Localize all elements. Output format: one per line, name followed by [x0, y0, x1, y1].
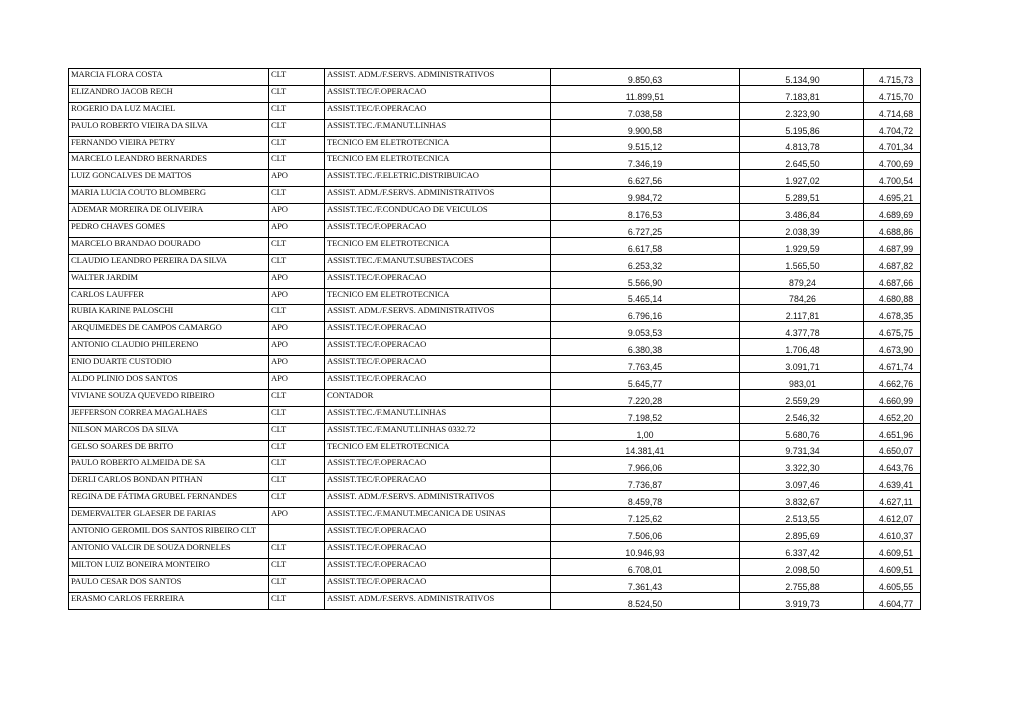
contract-type-cell: APO — [269, 508, 325, 525]
job-title-cell: ASSIST. ADM./F.SERVS. ADMINISTRATIVOS — [325, 305, 551, 322]
job-title-cell: ASSIST.TEC./F.MANUT.LINHAS — [325, 406, 551, 423]
value-3-cell: 4.687,66 — [864, 271, 921, 288]
value-2-cell: 5.195,86 — [740, 119, 864, 136]
table-row — [69, 541, 921, 558]
value-2-cell: 9.731,34 — [740, 440, 864, 457]
employee-name-cell: DEMERVALTER GLAESER DE FARIAS — [69, 508, 269, 525]
contract-type-cell: CLT — [269, 85, 325, 102]
value-3-cell: 4.671,74 — [864, 356, 921, 373]
contract-type-cell: CLT — [269, 423, 325, 440]
job-title-cell: ASSIST.TEC./F.MANUT.MECANICA DE USINAS — [325, 508, 551, 525]
contract-type-cell: CLT — [269, 575, 325, 592]
job-title-cell: ASSIST.TEC/F.OPERACAO — [325, 541, 551, 558]
employee-name-cell: VIVIANE SOUZA QUEVEDO RIBEIRO — [69, 389, 269, 406]
value-1-cell: 8.524,50 — [551, 592, 740, 609]
job-title-cell: ASSIST. ADM./F.SERVS. ADMINISTRATIVOS — [325, 69, 551, 86]
employee-name-cell: RUBIA KARINE PALOSCHI — [69, 305, 269, 322]
value-1-cell: 7.346,19 — [551, 153, 740, 170]
contract-type-cell: CLT — [269, 136, 325, 153]
value-3-cell: 4.704,72 — [864, 119, 921, 136]
contract-type-cell: CLT — [269, 406, 325, 423]
table-row — [69, 474, 921, 491]
value-2-cell: 2.546,32 — [740, 406, 864, 423]
job-title-cell: ASSIST.TEC./F.MANUT.LINHAS 0332.72 — [325, 423, 551, 440]
value-3-cell: 4.695,21 — [864, 187, 921, 204]
contract-type-cell: APO — [269, 288, 325, 305]
table-row — [69, 237, 921, 254]
job-title-cell: ASSIST.TEC/F.OPERACAO — [325, 356, 551, 373]
value-3-cell: 4.610,37 — [864, 525, 921, 542]
table-row — [69, 457, 921, 474]
value-1-cell: 5.465,14 — [551, 288, 740, 305]
value-2-cell: 5.680,76 — [740, 423, 864, 440]
value-2-cell: 983,01 — [740, 373, 864, 390]
value-2-cell: 784,26 — [740, 288, 864, 305]
job-title-cell: ASSIST.TEC./F.ELETRIC.DISTRIBUICAO — [325, 170, 551, 187]
value-2-cell: 7.183,81 — [740, 85, 864, 102]
contract-type-cell: CLT — [269, 102, 325, 119]
employee-name-cell: CARLOS LAUFFER — [69, 288, 269, 305]
job-title-cell: ASSIST.TEC/F.OPERACAO — [325, 221, 551, 238]
job-title-cell: ASSIST.TEC./F.MANUT.SUBESTACOES — [325, 254, 551, 271]
contract-type-cell: APO — [269, 373, 325, 390]
value-3-cell: 4.715,70 — [864, 85, 921, 102]
value-1-cell: 7.038,58 — [551, 102, 740, 119]
contract-type-cell: CLT — [269, 254, 325, 271]
job-title-cell: ASSIST.TEC/F.OPERACAO — [325, 575, 551, 592]
value-1-cell: 9.984,72 — [551, 187, 740, 204]
contract-type-cell — [269, 525, 325, 542]
contract-type-cell: CLT — [269, 237, 325, 254]
job-title-cell: ASSIST.TEC/F.OPERACAO — [325, 525, 551, 542]
employee-name-cell: ERASMO CARLOS FERREIRA — [69, 592, 269, 609]
employee-name-cell: FERNANDO VIEIRA PETRY — [69, 136, 269, 153]
employee-name-cell: NILSON MARCOS DA SILVA — [69, 423, 269, 440]
value-2-cell: 1.706,48 — [740, 339, 864, 356]
employee-name-cell: MILTON LUIZ BONEIRA MONTEIRO — [69, 558, 269, 575]
contract-type-cell: CLT — [269, 389, 325, 406]
value-2-cell: 1.929,59 — [740, 237, 864, 254]
value-2-cell: 4.377,78 — [740, 322, 864, 339]
value-2-cell: 2.098,50 — [740, 558, 864, 575]
table-row — [69, 508, 921, 525]
value-2-cell: 3.486,84 — [740, 204, 864, 221]
job-title-cell: ASSIST.TEC/F.OPERACAO — [325, 322, 551, 339]
value-2-cell: 3.091,71 — [740, 356, 864, 373]
table-row — [69, 339, 921, 356]
value-2-cell: 2.117,81 — [740, 305, 864, 322]
value-3-cell: 4.612,07 — [864, 508, 921, 525]
value-3-cell: 4.675,75 — [864, 322, 921, 339]
value-3-cell: 4.687,99 — [864, 237, 921, 254]
employee-name-cell: GELSO SOARES DE BRITO — [69, 440, 269, 457]
table-row — [69, 440, 921, 457]
table-row — [69, 187, 921, 204]
value-2-cell: 3.097,46 — [740, 474, 864, 491]
employee-name-cell: DERLI CARLOS BONDAN PITHAN — [69, 474, 269, 491]
value-2-cell: 2.038,39 — [740, 221, 864, 238]
table-row — [69, 322, 921, 339]
job-title-cell: ASSIST.TEC./F.MANUT.LINHAS — [325, 119, 551, 136]
employee-name-cell: ADEMAR MOREIRA DE OLIVEIRA — [69, 204, 269, 221]
value-2-cell: 1.927,02 — [740, 170, 864, 187]
employee-name-cell: MARCELO BRANDAO DOURADO — [69, 237, 269, 254]
value-2-cell: 3.322,30 — [740, 457, 864, 474]
value-3-cell: 4.605,55 — [864, 575, 921, 592]
value-3-cell: 4.680,88 — [864, 288, 921, 305]
job-title-cell: CONTADOR — [325, 389, 551, 406]
value-2-cell: 2.323,90 — [740, 102, 864, 119]
contract-type-cell: APO — [269, 170, 325, 187]
contract-type-cell: APO — [269, 339, 325, 356]
job-title-cell: TECNICO EM ELETROTECNICA — [325, 136, 551, 153]
table-row — [69, 592, 921, 609]
contract-type-cell: APO — [269, 221, 325, 238]
table-row — [69, 85, 921, 102]
employee-name-cell: CLAUDIO LEANDRO PEREIRA DA SILVA — [69, 254, 269, 271]
value-3-cell: 4.651,96 — [864, 423, 921, 440]
job-title-cell: ASSIST.TEC/F.OPERACAO — [325, 558, 551, 575]
employee-name-cell: MARCIA FLORA COSTA — [69, 69, 269, 86]
value-1-cell: 5.645,77 — [551, 373, 740, 390]
value-1-cell: 9.053,53 — [551, 322, 740, 339]
value-1-cell: 6.796,16 — [551, 305, 740, 322]
value-3-cell: 4.609,51 — [864, 558, 921, 575]
value-3-cell: 4.689,69 — [864, 204, 921, 221]
table-row — [69, 406, 921, 423]
employee-name-cell: PAULO CESAR DOS SANTOS — [69, 575, 269, 592]
table-body — [69, 69, 921, 610]
value-3-cell: 4.660,99 — [864, 389, 921, 406]
job-title-cell: ASSIST.TEC/F.OPERACAO — [325, 271, 551, 288]
value-3-cell: 4.652,20 — [864, 406, 921, 423]
value-1-cell: 6.617,58 — [551, 237, 740, 254]
employee-name-cell: REGINA DE FÁTIMA GRUBEL FERNANDES — [69, 491, 269, 508]
table-row — [69, 356, 921, 373]
value-2-cell: 2.895,69 — [740, 525, 864, 542]
job-title-cell: ASSIST.TEC/F.OPERACAO — [325, 85, 551, 102]
value-3-cell: 4.643,76 — [864, 457, 921, 474]
contract-type-cell: CLT — [269, 457, 325, 474]
employee-name-cell: PAULO ROBERTO VIEIRA DA SILVA — [69, 119, 269, 136]
employee-name-cell: ALDO PLINIO DOS SANTOS — [69, 373, 269, 390]
contract-type-cell: CLT — [269, 541, 325, 558]
value-3-cell: 4.701,34 — [864, 136, 921, 153]
value-1-cell: 10.946,93 — [551, 541, 740, 558]
value-1-cell: 6.380,38 — [551, 339, 740, 356]
value-1-cell: 6.253,32 — [551, 254, 740, 271]
table-row — [69, 271, 921, 288]
employee-name-cell: ANTONIO GEROMIL DOS SANTOS RIBEIRO CLT — [69, 525, 269, 542]
value-3-cell: 4.639,41 — [864, 474, 921, 491]
contract-type-cell: APO — [269, 204, 325, 221]
value-3-cell: 4.604,77 — [864, 592, 921, 609]
table-row — [69, 373, 921, 390]
job-title-cell: ASSIST. ADM./F.SERVS. ADMINISTRATIVOS — [325, 187, 551, 204]
employee-name-cell: PEDRO CHAVES GOMES — [69, 221, 269, 238]
value-2-cell: 1.565,50 — [740, 254, 864, 271]
value-3-cell: 4.627,11 — [864, 491, 921, 508]
value-3-cell: 4.714,68 — [864, 102, 921, 119]
value-1-cell: 7.125,62 — [551, 508, 740, 525]
value-1-cell: 5.566,90 — [551, 271, 740, 288]
employee-name-cell: PAULO ROBERTO ALMEIDA DE SA — [69, 457, 269, 474]
employee-name-cell: MARCELO LEANDRO BERNARDES — [69, 153, 269, 170]
contract-type-cell: CLT — [269, 440, 325, 457]
employee-name-cell: WALTER JARDIM — [69, 271, 269, 288]
table-row — [69, 170, 921, 187]
value-3-cell: 4.609,51 — [864, 541, 921, 558]
job-title-cell: TECNICO EM ELETROTECNICA — [325, 288, 551, 305]
table-row — [69, 102, 921, 119]
value-2-cell: 3.832,67 — [740, 491, 864, 508]
value-3-cell: 4.715,73 — [864, 69, 921, 86]
contract-type-cell: CLT — [269, 558, 325, 575]
value-3-cell: 4.700,54 — [864, 170, 921, 187]
employee-name-cell: ARQUIMEDES DE CAMPOS CAMARGO — [69, 322, 269, 339]
value-2-cell: 879,24 — [740, 271, 864, 288]
table-row — [69, 525, 921, 542]
job-title-cell: ASSIST. ADM./F.SERVS. ADMINISTRATIVOS — [325, 592, 551, 609]
value-2-cell: 2.513,55 — [740, 508, 864, 525]
job-title-cell: ASSIST.TEC/F.OPERACAO — [325, 474, 551, 491]
job-title-cell: TECNICO EM ELETROTECNICA — [325, 153, 551, 170]
value-2-cell: 2.559,29 — [740, 389, 864, 406]
table-row — [69, 305, 921, 322]
value-1-cell: 7.198,52 — [551, 406, 740, 423]
contract-type-cell: CLT — [269, 305, 325, 322]
value-1-cell: 8.459,78 — [551, 491, 740, 508]
table-row — [69, 423, 921, 440]
contract-type-cell: APO — [269, 322, 325, 339]
table-row — [69, 119, 921, 136]
job-title-cell: TECNICO EM ELETROTECNICA — [325, 237, 551, 254]
job-title-cell: ASSIST.TEC/F.OPERACAO — [325, 373, 551, 390]
table-row — [69, 69, 921, 86]
value-1-cell: 7.736,87 — [551, 474, 740, 491]
contract-type-cell: CLT — [269, 119, 325, 136]
value-3-cell: 4.650,07 — [864, 440, 921, 457]
job-title-cell: ASSIST.TEC/F.OPERACAO — [325, 339, 551, 356]
value-2-cell: 2.645,50 — [740, 153, 864, 170]
employee-name-cell: ROGERIO DA LUZ MACIEL — [69, 102, 269, 119]
table-row — [69, 204, 921, 221]
value-1-cell: 7.966,06 — [551, 457, 740, 474]
job-title-cell: ASSIST.TEC/F.OPERACAO — [325, 102, 551, 119]
value-3-cell: 4.662,76 — [864, 373, 921, 390]
value-1-cell: 8.176,53 — [551, 204, 740, 221]
contract-type-cell: CLT — [269, 153, 325, 170]
contract-type-cell: CLT — [269, 592, 325, 609]
value-1-cell: 7.361,43 — [551, 575, 740, 592]
job-title-cell: ASSIST.TEC./F.CONDUCAO DE VEICULOS — [325, 204, 551, 221]
value-2-cell: 2.755,88 — [740, 575, 864, 592]
contract-type-cell: CLT — [269, 474, 325, 491]
salary-table — [68, 68, 921, 610]
value-1-cell: 6.708,01 — [551, 558, 740, 575]
contract-type-cell: CLT — [269, 491, 325, 508]
value-3-cell: 4.700,69 — [864, 153, 921, 170]
value-1-cell: 7.506,06 — [551, 525, 740, 542]
employee-name-cell: MARIA LUCIA COUTO BLOMBERG — [69, 187, 269, 204]
table-row — [69, 575, 921, 592]
contract-type-cell: CLT — [269, 187, 325, 204]
value-1-cell: 7.220,28 — [551, 389, 740, 406]
table-row — [69, 389, 921, 406]
value-1-cell: 11.899,51 — [551, 85, 740, 102]
table-row — [69, 221, 921, 238]
table-row — [69, 254, 921, 271]
value-2-cell: 5.134,90 — [740, 69, 864, 86]
table-row — [69, 153, 921, 170]
contract-type-cell: APO — [269, 271, 325, 288]
job-title-cell: ASSIST. ADM./F.SERVS. ADMINISTRATIVOS — [325, 491, 551, 508]
employee-name-cell: ELIZANDRO JACOB RECH — [69, 85, 269, 102]
contract-type-cell: CLT — [269, 69, 325, 86]
job-title-cell: TECNICO EM ELETROTECNICA — [325, 440, 551, 457]
value-2-cell: 6.337,42 — [740, 541, 864, 558]
value-2-cell: 4.813,78 — [740, 136, 864, 153]
employee-name-cell: ANTONIO CLAUDIO PHILERENO — [69, 339, 269, 356]
value-3-cell: 4.678,35 — [864, 305, 921, 322]
value-1-cell: 1,00 — [551, 423, 740, 440]
value-1-cell: 9.515,12 — [551, 136, 740, 153]
value-1-cell: 14.381,41 — [551, 440, 740, 457]
value-2-cell: 3.919,73 — [740, 592, 864, 609]
employee-name-cell: LUIZ GONCALVES DE MATTOS — [69, 170, 269, 187]
value-1-cell: 9.850,63 — [551, 69, 740, 86]
contract-type-cell: APO — [269, 356, 325, 373]
value-1-cell: 7.763,45 — [551, 356, 740, 373]
value-1-cell: 6.727,25 — [551, 221, 740, 238]
value-3-cell: 4.673,90 — [864, 339, 921, 356]
value-3-cell: 4.688,86 — [864, 221, 921, 238]
table-row — [69, 136, 921, 153]
value-2-cell: 5.289,51 — [740, 187, 864, 204]
value-1-cell: 9.900,58 — [551, 119, 740, 136]
employee-name-cell: ENIO DUARTE CUSTODIO — [69, 356, 269, 373]
employee-name-cell: ANTONIO VALCIR DE SOUZA DORNELES — [69, 541, 269, 558]
table-row — [69, 288, 921, 305]
table-row — [69, 491, 921, 508]
table-row — [69, 558, 921, 575]
job-title-cell: ASSIST.TEC/F.OPERACAO — [325, 457, 551, 474]
value-1-cell: 6.627,56 — [551, 170, 740, 187]
employee-name-cell: JEFFERSON CORREA MAGALHAES — [69, 406, 269, 423]
value-3-cell: 4.687,82 — [864, 254, 921, 271]
